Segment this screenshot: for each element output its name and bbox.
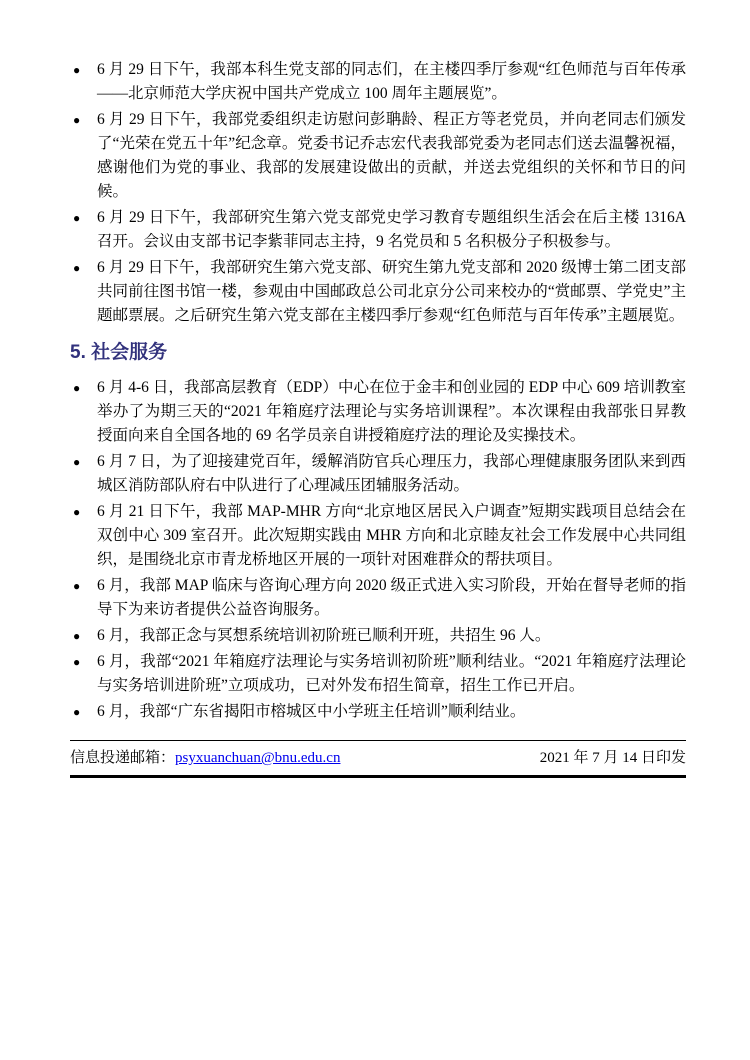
footer-row	[70, 741, 686, 775]
bulletin-item	[70, 256, 686, 328]
bulletin-text: 6 月 29 日下午，我部党委组织走访慰问彭聃龄、程正方等老党员，并向老同志们颁发了“光荣在党五十年”纪念章。党委书记乔志宏代表我部党委为老同志们送去温馨祝福，感谢他们为党的事业、我部的发展建设做出的贡献，并送去党组织的关怀和节日的问候。	[97, 111, 686, 200]
section-heading-social-service: 5. 社会服务	[70, 342, 168, 363]
bulletin-text: 6 月，我部“广东省揭阳市榕城区中小学班主任培训”顺利结业。	[97, 703, 526, 720]
bullet-icon: ●	[73, 381, 81, 395]
page-footer	[70, 740, 686, 778]
bulletin-text: 6 月 29 日下午，我部研究生第六党支部、研究生第九党支部和 2020 级博士第二团支部共同前往图书馆一楼，参观由中国邮政总公司北京分公司来校办的“赏邮票、学党史”主题邮票展。之后研究生第六党支部在主楼四季厅参观“红色师范与百年传承”主题展览。	[97, 259, 686, 324]
bulletin-item	[70, 650, 686, 698]
bullet-icon: ●	[73, 211, 81, 225]
bullet-icon: ●	[73, 113, 81, 127]
bullet-icon: ●	[73, 455, 81, 469]
bulletin-item	[70, 58, 686, 106]
bulletin-text: 6 月 29 日下午，我部研究生第六党支部党史学习教育专题组织生活会在后主楼 1316A 召开。会议由支部书记李紫菲同志主持，9 名党员和 5 名积极分子积极参与。	[97, 209, 686, 250]
mailbox-label: 信息投递邮箱：	[70, 750, 176, 766]
bullet-icon: ●	[73, 579, 81, 593]
bulletin-item	[70, 108, 686, 204]
email-link[interactable]: psyxuanchuan@bnu.edu.cn	[175, 750, 341, 766]
bulletin-item	[70, 376, 686, 448]
bulletin-text: 6 月 21 日下午，我部 MAP-MHR 方向“北京地区居民入户调查”短期实践项目总结会在双创中心 309 室召开。此次短期实践由 MHR 方向和北京睦友社会工作发展中心共同组织，是围绕北京市青龙桥地区开展的一项针对困难群众的帮扶项目。	[97, 503, 686, 568]
footer-mailbox	[70, 748, 340, 769]
bulletin-text: 6 月 29 日下午，我部本科生党支部的同志们，在主楼四季厅参观“红色师范与百年传承——北京师范大学庆祝中国共产党成立 100 周年主题展览”。	[97, 61, 686, 102]
bulletin-text: 6 月，我部正念与冥想系统培训初阶班已顺利开班，共招生 96 人。	[97, 627, 551, 644]
print-date: 2021 年 7 月 14 日印发	[539, 750, 686, 766]
bulletin-item	[70, 450, 686, 498]
bulletin-text: 6 月 7 日，为了迎接建党百年，缓解消防官兵心理压力，我部心理健康服务团队来到西城区消防部队府右中队进行了心理减压团辅服务活动。	[97, 453, 686, 494]
bullet-icon: ●	[73, 261, 81, 275]
bulletin-item	[70, 574, 686, 622]
bullet-icon: ●	[73, 63, 81, 77]
bullet-icon: ●	[73, 705, 81, 719]
bulletin-text: 6 月，我部“2021 年箱庭疗法理论与实务培训初阶班”顺利结业。“2021 年箱庭疗法理论与实务培训进阶班”立项成功，已对外发布招生简章，招生工作已开启。	[97, 653, 686, 694]
bullet-icon: ●	[73, 505, 81, 519]
bulletin-item	[70, 500, 686, 572]
party-building-bulletin-list	[70, 58, 686, 328]
bulletin-item	[70, 624, 686, 648]
bulletin-text: 6 月 4-6 日，我部高层教育（EDP）中心在位于金丰和创业园的 EDP 中心 609 培训教室举办了为期三天的“2021 年箱庭疗法理论与实务培训课程”。本次课程由我部张日昇教授面向来自全国各地的 69 名学员亲自讲授箱庭疗法的理论及实操技术。	[97, 379, 686, 444]
bulletin-text: 6 月，我部 MAP 临床与咨询心理方向 2020 级正式进入实习阶段，开始在督导老师的指导下为来访者提供公益咨询服务。	[97, 577, 686, 618]
bulletin-item	[70, 700, 686, 724]
bulletin-item	[70, 206, 686, 254]
social-service-bulletin-list	[70, 376, 686, 724]
footer-bottom-divider	[70, 775, 686, 778]
bullet-icon: ●	[73, 629, 81, 643]
bullet-icon: ●	[73, 655, 81, 669]
